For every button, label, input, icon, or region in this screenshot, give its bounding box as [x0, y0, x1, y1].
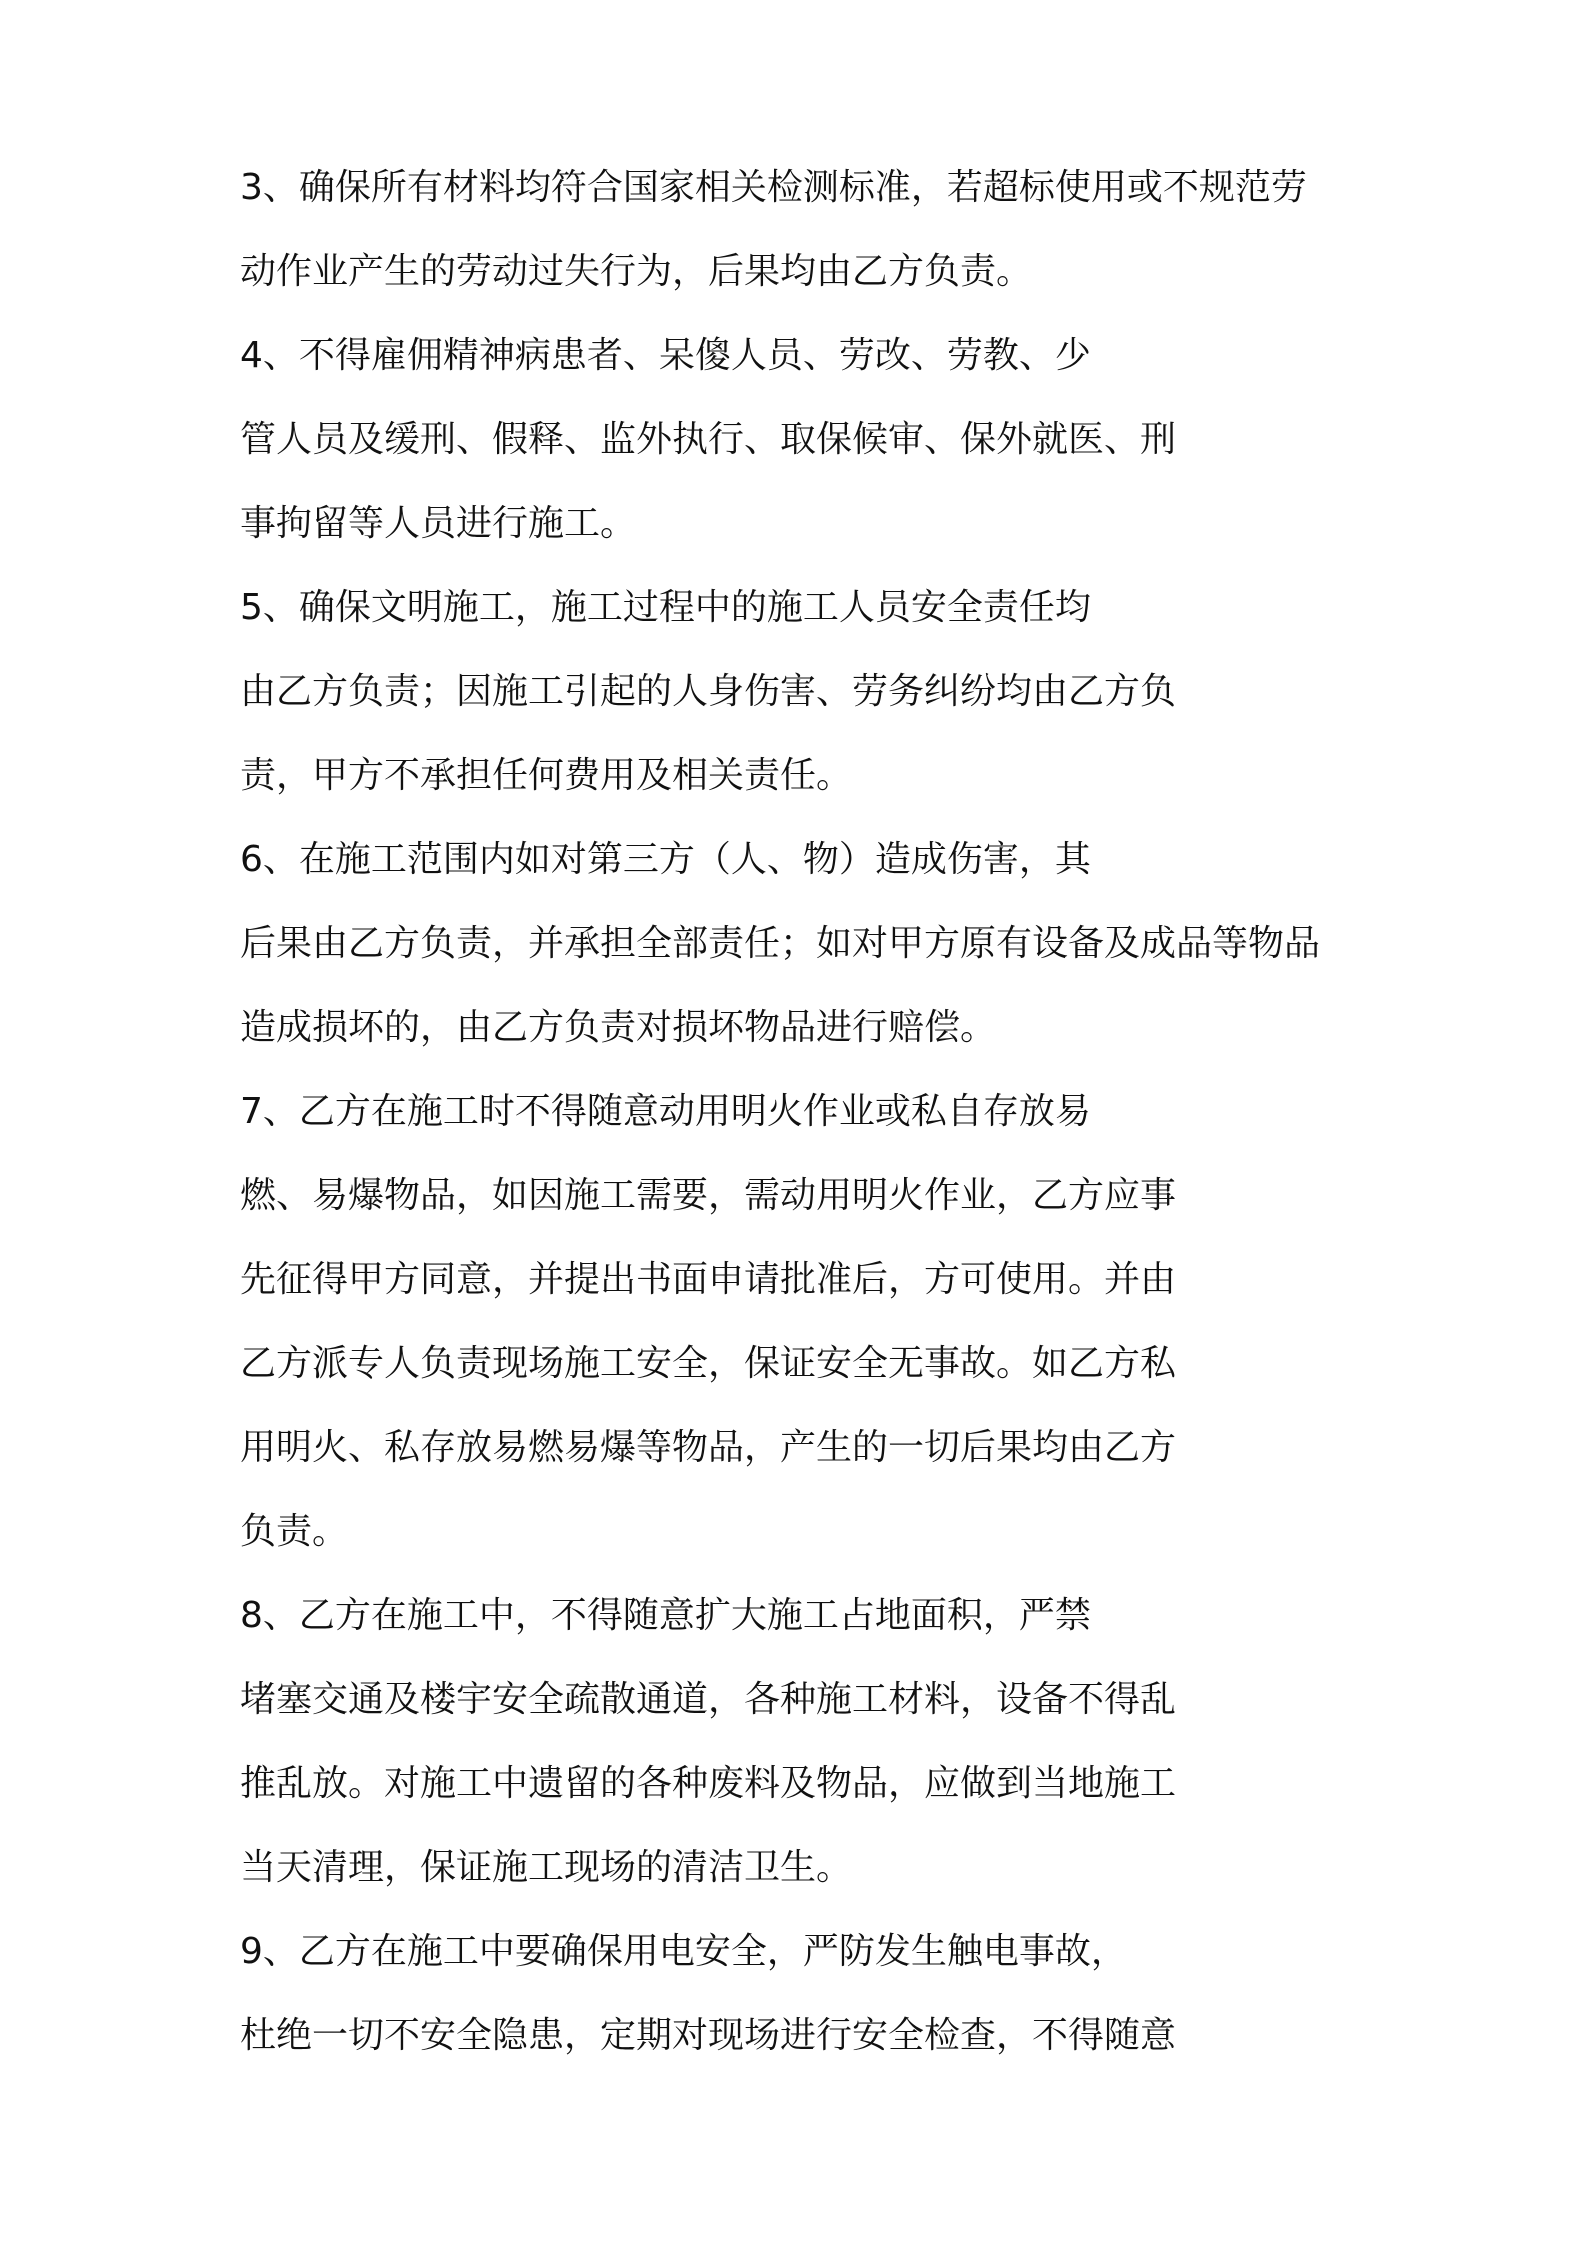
text-line: 负责。	[240, 1511, 349, 1552]
text-line: 7、乙方在施工时不得随意动用明火作业或私自存放易	[240, 1091, 1091, 1132]
text-line: 5、确保文明施工，施工过程中的施工人员安全责任均	[240, 587, 1091, 628]
text-line: 当天清理，保证施工现场的清洁卫生。	[240, 1847, 853, 1888]
text-line: 推乱放。对施工中遗留的各种废料及物品，应做到当地施工	[240, 1763, 1177, 1804]
text-line: 管人员及缓刑、假释、监外执行、取保候审、保外就医、刑	[240, 419, 1177, 460]
text-line: 堵塞交通及楼宇安全疏散通道，各种施工材料，设备不得乱	[240, 1679, 1177, 1720]
text-line: 先征得甲方同意，并提出书面申请批准后，方可使用。并由	[240, 1259, 1177, 1300]
text-line: 8、乙方在施工中，不得随意扩大施工占地面积，严禁	[240, 1595, 1091, 1636]
text-line: 事拘留等人员进行施工。	[240, 503, 637, 544]
text-line: 9、乙方在施工中要确保用电安全，严防发生触电事故，	[240, 1931, 1127, 1972]
text-line: 用明火、私存放易燃易爆等物品，产生的一切后果均由乙方	[240, 1427, 1177, 1468]
text-line: 造成损坏的，由乙方负责对损坏物品进行赔偿。	[240, 1007, 997, 1048]
text-line: 后果由乙方负责，并承担全部责任；如对甲方原有设备及成品等物品	[240, 923, 1321, 964]
text-line: 由乙方负责；因施工引起的人身伤害、劳务纠纷均由乙方负	[240, 671, 1177, 712]
text-line: 4、不得雇佣精神病患者、呆傻人员、劳改、劳教、少	[240, 335, 1091, 376]
text-line: 燃、易爆物品，如因施工需要，需动用明火作业，乙方应事	[240, 1175, 1177, 1216]
text-line: 杜绝一切不安全隐患，定期对现场进行安全检查，不得随意	[240, 2015, 1177, 2056]
text-line: 责，甲方不承担任何费用及相关责任。	[240, 755, 853, 796]
text-line: 动作业产生的劳动过失行为，后果均由乙方负责。	[240, 251, 1033, 292]
text-line: 乙方派专人负责现场施工安全，保证安全无事故。如乙方私	[240, 1343, 1177, 1384]
text-line: 6、在施工范围内如对第三方（人、物）造成伤害，其	[240, 839, 1091, 880]
text-line: 3、确保所有材料均符合国家相关检测标准，若超标使用或不规范劳	[240, 167, 1307, 208]
